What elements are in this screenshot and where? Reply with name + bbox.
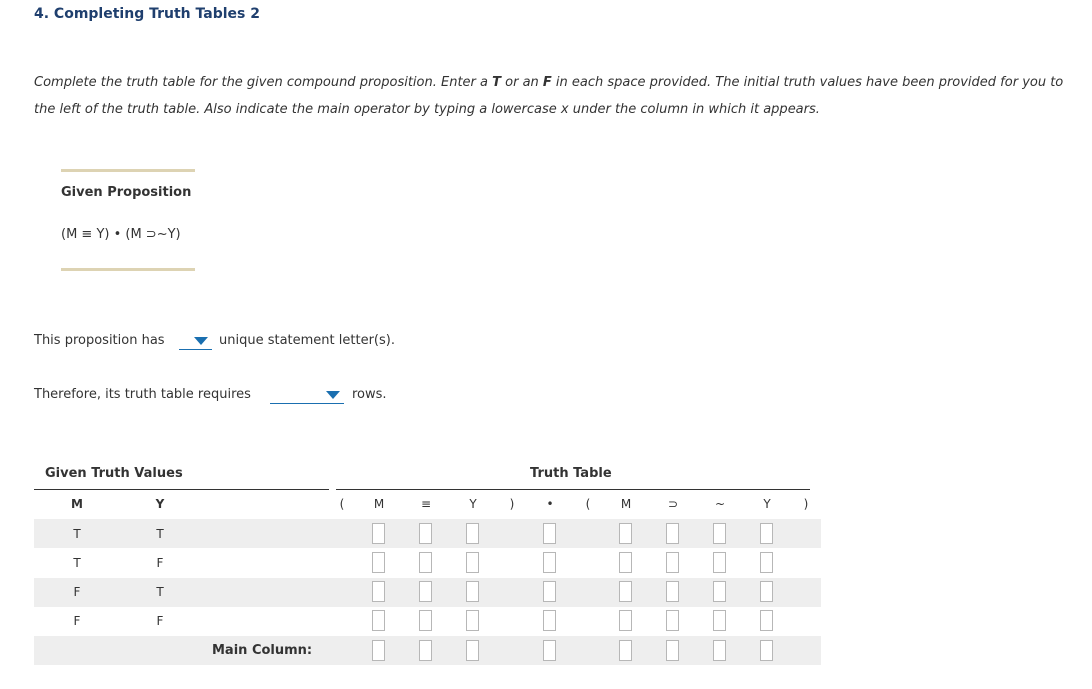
main-column-input[interactable] — [666, 640, 679, 661]
proposition-top-rule — [61, 169, 195, 172]
truth-value-input[interactable] — [543, 523, 556, 544]
instructions-text-1: Complete the truth table for the given compound proposition. Enter a — [34, 75, 493, 90]
truth-value-input[interactable] — [619, 581, 632, 602]
given-cell: F — [73, 614, 81, 628]
tt-header-open-paren: ( — [339, 497, 345, 511]
tt-header-conditional: ⊃ — [667, 497, 679, 511]
rows-required-dropdown[interactable] — [270, 387, 344, 404]
tt-header-var-y: Y — [763, 497, 771, 511]
truth-value-input[interactable] — [466, 552, 479, 573]
truth-value-input[interactable] — [760, 552, 773, 573]
truth-value-input[interactable] — [543, 552, 556, 573]
truth-value-input[interactable] — [372, 581, 385, 602]
statement-letters-suffix: unique statement letter(s). — [219, 333, 395, 348]
truth-value-input[interactable] — [760, 523, 773, 544]
given-cell: F — [156, 556, 164, 570]
proposition-bottom-rule — [61, 268, 195, 271]
truth-value-input[interactable] — [760, 581, 773, 602]
instructions-text-2: or an — [501, 75, 543, 90]
main-column-input[interactable] — [713, 640, 726, 661]
rows-required-prefix: Therefore, its truth table requires — [34, 387, 251, 402]
main-column-input[interactable] — [619, 640, 632, 661]
truth-value-input[interactable] — [619, 552, 632, 573]
truth-value-input[interactable] — [619, 523, 632, 544]
truth-value-input[interactable] — [543, 610, 556, 631]
instructions — [34, 69, 1074, 123]
truth-value-input[interactable] — [760, 610, 773, 631]
truth-value-input[interactable] — [419, 610, 432, 631]
tt-header-biconditional: ≡ — [420, 497, 432, 511]
given-cell: F — [156, 614, 164, 628]
main-column-input[interactable] — [419, 640, 432, 661]
given-cell: T — [156, 527, 164, 541]
given-proposition-title: Given Proposition — [61, 185, 192, 200]
truth-value-input[interactable] — [713, 523, 726, 544]
main-column-input[interactable] — [543, 640, 556, 661]
chevron-down-icon — [326, 391, 340, 399]
tt-header-var-m: M — [620, 497, 632, 511]
truth-value-input[interactable] — [372, 552, 385, 573]
given-cell: T — [156, 585, 164, 599]
truth-value-input[interactable] — [713, 610, 726, 631]
given-values-rule — [34, 489, 329, 490]
main-column-label: Main Column: — [212, 643, 313, 658]
truth-table-heading: Truth Table — [530, 466, 612, 481]
main-column-input[interactable] — [466, 640, 479, 661]
truth-table-rule — [336, 489, 810, 490]
truth-value-input[interactable] — [419, 552, 432, 573]
truth-value-input[interactable] — [619, 610, 632, 631]
tt-header-close-paren: ) — [509, 497, 515, 511]
truth-value-input[interactable] — [666, 552, 679, 573]
truth-value-input[interactable] — [666, 610, 679, 631]
truth-value-input[interactable] — [713, 552, 726, 573]
instructions-f: F — [542, 75, 552, 90]
truth-value-input[interactable] — [466, 523, 479, 544]
truth-value-input[interactable] — [466, 610, 479, 631]
question-title: 4. Completing Truth Tables 2 — [34, 6, 260, 22]
given-col-header-m: M — [71, 497, 83, 511]
instructions-text-3: in each space provided. The initial truth values have been provided for you to the left of the truth table. Also indicate the main operator by typing a lowercase x under the column in which it appears. — [34, 75, 1064, 117]
truth-value-input[interactable] — [419, 523, 432, 544]
main-column-input[interactable] — [760, 640, 773, 661]
tt-header-close-paren: ) — [803, 497, 809, 511]
given-cell: T — [73, 527, 81, 541]
statement-letters-prefix: This proposition has — [34, 333, 165, 348]
chevron-down-icon — [194, 337, 208, 345]
tt-header-var-m: M — [373, 497, 385, 511]
truth-value-input[interactable] — [466, 581, 479, 602]
given-proposition-formula: (M ≡ Y) • (M ⊃~Y) — [61, 227, 181, 242]
truth-value-input[interactable] — [666, 523, 679, 544]
instructions-t: T — [492, 75, 501, 90]
rows-required-suffix: rows. — [352, 387, 387, 402]
main-column-input[interactable] — [372, 640, 385, 661]
tt-header-var-y: Y — [469, 497, 477, 511]
tt-header-open-paren: ( — [585, 497, 591, 511]
given-cell: T — [73, 556, 81, 570]
truth-value-input[interactable] — [372, 610, 385, 631]
given-cell: F — [73, 585, 81, 599]
truth-value-input[interactable] — [666, 581, 679, 602]
truth-value-input[interactable] — [372, 523, 385, 544]
given-truth-values-heading: Given Truth Values — [45, 466, 183, 481]
given-col-header-y: Y — [155, 497, 165, 511]
truth-value-input[interactable] — [419, 581, 432, 602]
truth-value-input[interactable] — [543, 581, 556, 602]
truth-value-input[interactable] — [713, 581, 726, 602]
statement-letters-dropdown[interactable] — [179, 333, 212, 350]
tt-header-negation: ~ — [714, 497, 726, 511]
tt-header-conjunction: • — [546, 497, 554, 511]
